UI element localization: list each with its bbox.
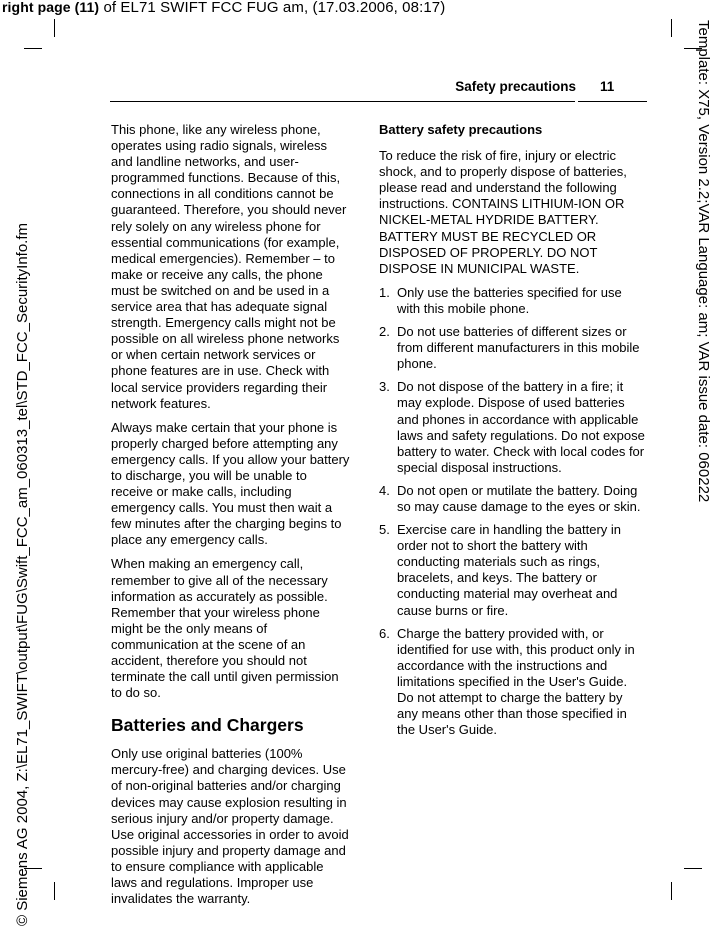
list-number: 3. xyxy=(379,379,390,395)
paragraph: This phone, like any wireless phone, operates using radio signals, wireless and landline networks, and user-programmed functions. Because of this, connections in all conditions cannot be guaranteed. Therefore, you should never rely solely on any wireless phone for essential communications (for example, medical emergencies). Remember – to make or receive any calls, the phone must be switched on and be used in a service area that has adequate signal strength. Emergency calls might not be possible on all wireless phone networks or when certain network services or phone features are in use. Check with local service providers regarding their network features. xyxy=(111,122,347,411)
paragraph: When making an emergency call, remember to give all of the necessary information as accurately as possible. Remember that your wireless phone might be the only means of communication at the scene of an accident, therefore you should not terminate the call until given permission to do so. xyxy=(111,556,339,701)
list-number: 1. xyxy=(379,284,390,300)
list-number: 5. xyxy=(379,522,390,538)
page-number: 11 xyxy=(600,79,615,94)
crop-mark xyxy=(671,882,672,900)
right-column xyxy=(379,122,647,745)
template-info-text: Template: X75, Version 2.2;VAR Language: am; VAR issue date: 060222 xyxy=(695,20,712,503)
paragraph: Always make certain that your phone is properly charged before attempting any emergency calls. If you allow your battery to discharge, you will be unable to receive or make calls, including emergency calls. You must then wait a few minutes after the charging begins to place any emergency calls. xyxy=(111,419,350,548)
paragraph: To reduce the risk of fire, injury or electric shock, and to properly dispose of batteries, please read and understand the following instructions. CONTAINS LITHIUM-ION OR NICKEL-METAL HYDRIDE BATTERY. BATTERY MUST BE RECYCLED OR DISPOSED OF PROPERLY. DO NOT DISPOSE IN MUNICIPAL WASTE. xyxy=(379,148,627,276)
list-item xyxy=(379,626,647,739)
list-item xyxy=(379,522,647,619)
copyright-path-text: © Siemens AG 2004, Z:\EL71_SWIFT\output\FUG\Swift_FCC_am_060313_tel\STD_FCC_SecurityInfo.fm xyxy=(14,222,31,926)
list-number: 6. xyxy=(379,625,390,641)
page-number-rule xyxy=(578,101,647,102)
paragraph: Only use original batteries (100% mercury-free) and charging devices. Use of non-original batteries and/or charging devices may cause explosion resulting in serious injury and/or property damage. Use original accessories in order to avoid possible injury and property damage and to ensure compliance with applicable laws and regulations. Improper use invalidates the warranty. xyxy=(111,746,349,907)
crop-mark xyxy=(671,19,672,37)
numbered-list xyxy=(379,285,647,738)
list-item xyxy=(379,324,647,372)
print-header-file: of EL71 SWIFT FCC FUG am, (17.03.2006, 08:17) xyxy=(99,0,446,16)
section-heading: Batteries and Chargers xyxy=(111,715,304,736)
list-text: Do not open or mutilate the battery. Doing so may cause damage to the eyes or skin. xyxy=(397,482,641,514)
list-item xyxy=(379,483,647,515)
list-text: Exercise care in handling the battery in order not to short the battery with conducting materials such as rings, bracelets, and keys. The battery or conducting material may overheat and cause burns or fire. xyxy=(397,522,622,618)
crop-mark xyxy=(54,19,55,37)
subsection-heading: Battery safety precautions xyxy=(379,122,543,137)
crop-mark xyxy=(54,882,55,900)
list-item xyxy=(379,379,647,476)
list-text: Charge the battery provided with, or identified for use with, this product only in accordance with the instructions and limitations specified in the User's Guide. Do not attempt to charge the battery by any means other than those specified in the User's Guide. xyxy=(397,625,635,738)
crop-mark xyxy=(684,868,702,869)
list-text: Do not dispose of the battery in a fire; it may explode. Dispose of used batteries and phones in accordance with applicable laws and safety regulations. Do not expose battery to water. Check with local codes for special disposal instructions. xyxy=(397,379,645,475)
print-header-page: right page (11) xyxy=(2,0,100,15)
left-column xyxy=(111,122,351,915)
list-number: 2. xyxy=(379,324,390,340)
list-text: Only use the batteries specified for use with this mobile phone. xyxy=(397,284,622,316)
list-text: Do not use batteries of different sizes or from different manufacturers in this mobile phone. xyxy=(397,324,640,372)
header-rule xyxy=(110,101,575,102)
list-item xyxy=(379,285,647,317)
print-header xyxy=(2,0,445,16)
crop-mark xyxy=(24,48,42,49)
running-title: Safety precautions xyxy=(455,79,576,94)
list-number: 4. xyxy=(379,482,390,498)
